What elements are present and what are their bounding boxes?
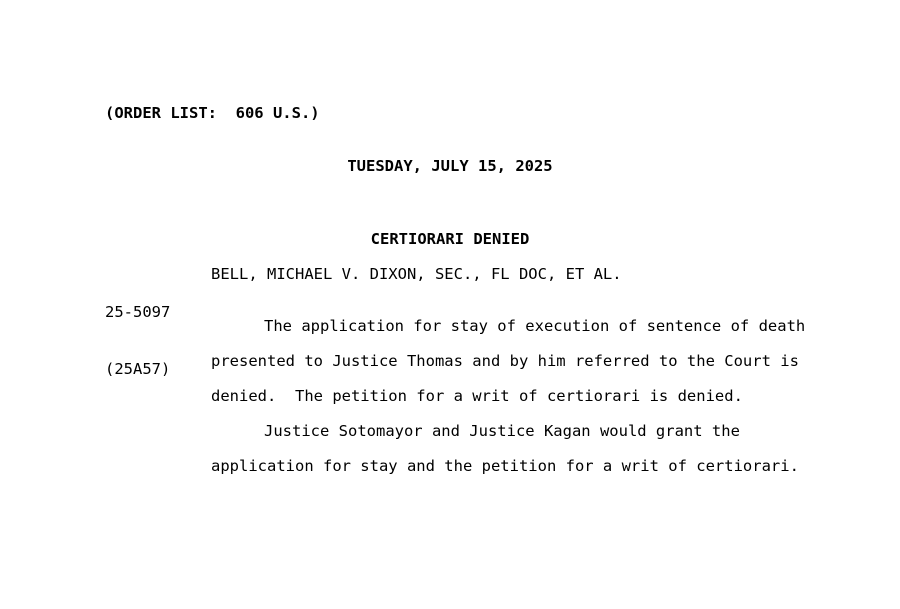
order-date: TUESDAY, JULY 15, 2025 — [347, 157, 553, 175]
order-text-line: The application for stay of execution of sentence of death — [264, 317, 806, 335]
order-text-line: presented to Justice Thomas and by him referred to the Court is — [211, 352, 799, 370]
section-heading: CERTIORARI DENIED — [370, 230, 530, 248]
order-text-line: Justice Sotomayor and Justice Kagan would grant the — [264, 422, 740, 440]
application-number: (25A57) — [105, 360, 171, 378]
order-text-line: application for stay and the petition for a writ of certiorari. — [211, 457, 799, 475]
case-number-block — [105, 265, 170, 417]
case-title: BELL, MICHAEL V. DIXON, SEC., FL DOC, ET AL. — [211, 265, 622, 283]
order-list-header: (ORDER LIST: 606 U.S.) — [105, 104, 320, 122]
docket-number: 25-5097 — [105, 303, 171, 321]
order-text-line: denied. The petition for a writ of certiorari is denied. — [211, 387, 743, 405]
